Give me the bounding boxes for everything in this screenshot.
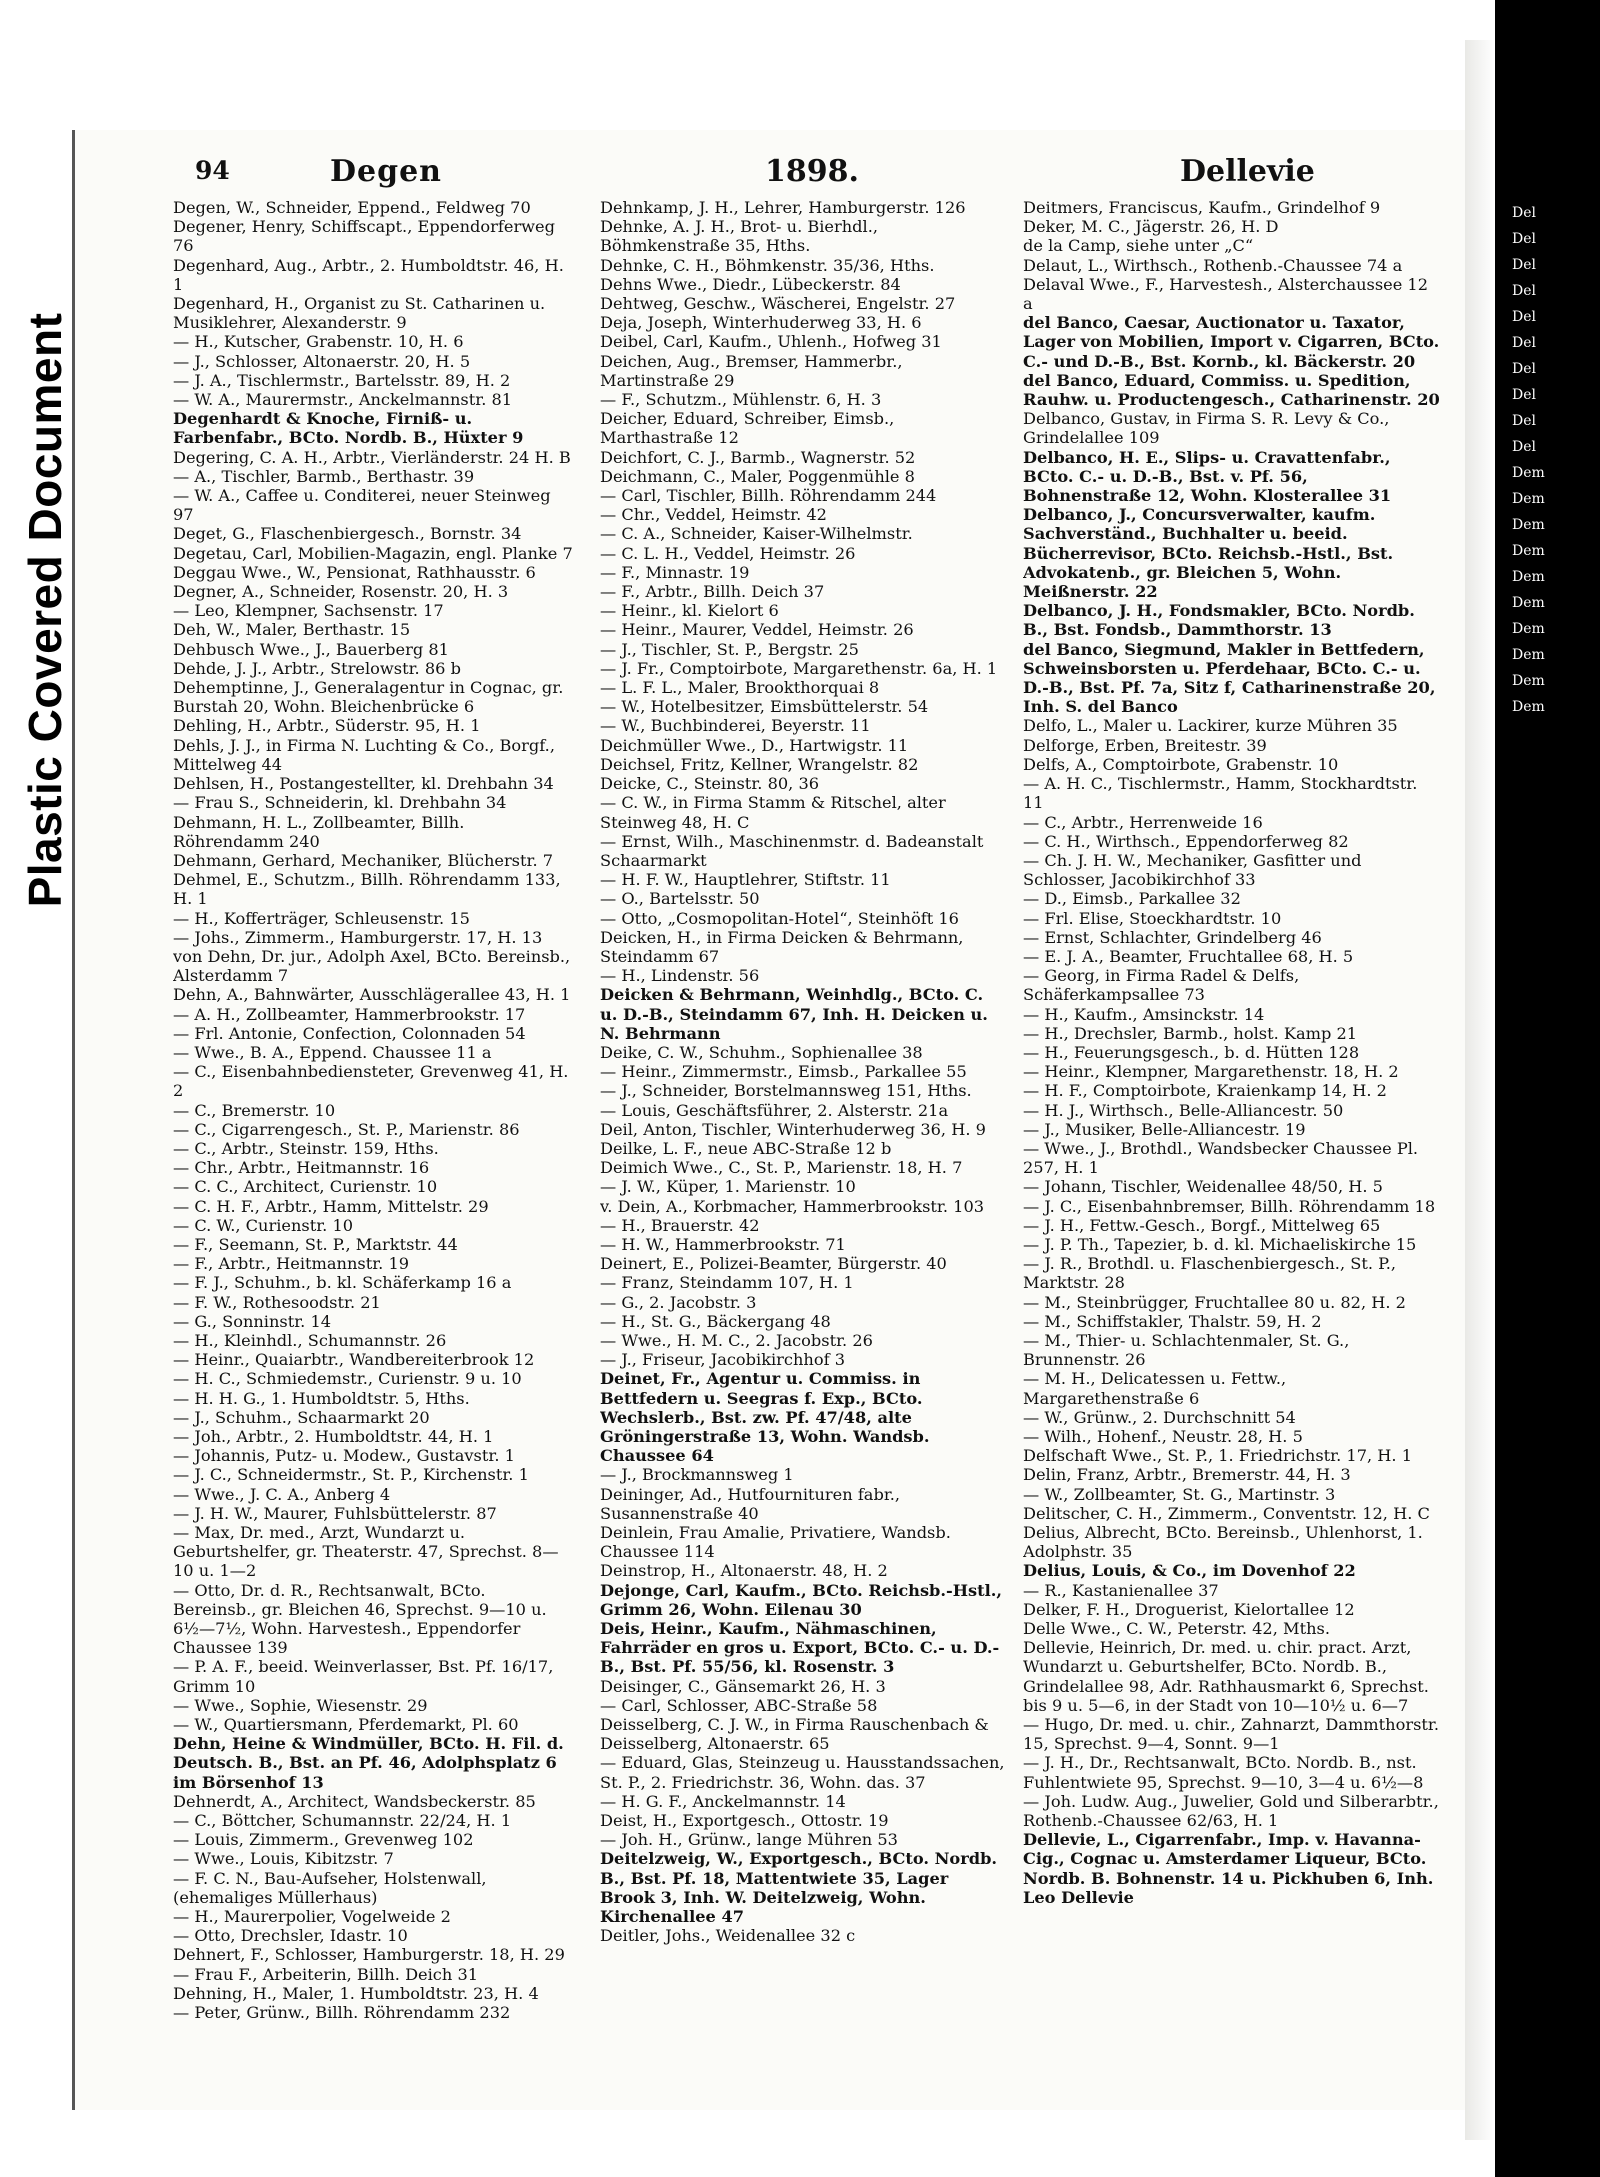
directory-entry: — O., Bartelsstr. 50 bbox=[600, 889, 760, 909]
directory-entry: — Johs., Zimmerm., Hamburgerstr. 17, H. 13 bbox=[173, 927, 543, 947]
directory-entry: — Eduard, Glas, Steinzeug u. Hausstandssachen, St. P., 2. Friedrichstr. 36, Wohn. das. 37 bbox=[600, 1753, 1005, 1792]
directory-entry: — A. H., Zollbeamter, Hammerbrookstr. 17 bbox=[173, 1004, 526, 1024]
directory-entry: Degener, Henry, Schiffscapt., Eppendorferweg 76 bbox=[173, 217, 555, 256]
directory-entry: Deicken & Behrmann, Weinhdlg., BCto. C. u. D.-B., Steindamm 67, Inh. H. Deicken u. N. Behrmann bbox=[600, 985, 988, 1043]
sliver-fragment: Dem bbox=[1512, 673, 1545, 689]
directory-entry: del Banco, Eduard, Commiss. u. Spedition, Rauhw. u. Productengesch., Catharinenstr. 20 bbox=[1023, 370, 1440, 410]
directory-entry: Deinert, E., Polizei-Beamter, Bürgerstr. 40 bbox=[600, 1254, 947, 1274]
directory-entry: — F., Minnastr. 19 bbox=[600, 562, 750, 582]
directory-entry: — Wwe., J., Brothdl., Wandsbecker Chaussee Pl. 257, H. 1 bbox=[1023, 1138, 1419, 1178]
directory-entry: — Joh. H., Grünw., lange Mühren 53 bbox=[600, 1830, 898, 1850]
directory-entry: Deisselberg, C. J. W., in Firma Rauschenbach & Deisselberg, Altonaerstr. 65 bbox=[600, 1715, 989, 1754]
directory-entry: Dehning, H., Maler, 1. Humboldtstr. 23, H. 4 bbox=[173, 1983, 539, 2003]
directory-entry: Delker, F. H., Droguerist, Kielortallee 12 bbox=[1023, 1599, 1355, 1619]
directory-entry: Deh, W., Maler, Berthastr. 15 bbox=[173, 620, 411, 640]
directory-entry: Delle Wwe., C. W., Peterstr. 42, Mths. bbox=[1023, 1619, 1330, 1639]
directory-entry: — C., Arbtr., Herrenweide 16 bbox=[1023, 812, 1263, 832]
directory-entry: — F., Arbtr., Heitmannstr. 19 bbox=[173, 1254, 410, 1274]
directory-entry: Dehde, J. J., Arbtr., Strelowstr. 86 b bbox=[173, 658, 461, 678]
directory-entry: Delforge, Erben, Breitestr. 39 bbox=[1023, 735, 1267, 755]
directory-entry: — Ernst, Wilh., Maschinenmstr. d. Badeanstalt Schaarmarkt bbox=[600, 831, 984, 870]
directory-entry: Delfo, L., Maler u. Lackirer, kurze Mühren 35 bbox=[1023, 716, 1398, 736]
directory-entry: — Frl. Antonie, Confection, Colonnaden 54 bbox=[173, 1023, 526, 1043]
directory-entry: — F. C. N., Bau-Aufseher, Holstenwall, (ehemaliges Müllerhaus) bbox=[173, 1868, 487, 1907]
directory-entry: — F. W., Rothesoodstr. 21 bbox=[173, 1292, 381, 1312]
directory-entry: Deike, C. W., Schuhm., Sophienallee 38 bbox=[600, 1042, 923, 1062]
directory-entry: — H. G. F., Anckelmannstr. 14 bbox=[600, 1791, 846, 1811]
directory-entry: — J. R., Brothdl. u. Flaschenbiergesch., St. P., Marktstr. 28 bbox=[1023, 1254, 1397, 1293]
directory-entry: — H. W., Hammerbrookstr. 71 bbox=[600, 1234, 846, 1254]
directory-entry: — J. H. W., Maurer, Fuhlsbüttelerstr. 87 bbox=[173, 1503, 497, 1523]
directory-entry: — W., Quartiersmann, Pferdemarkt, Pl. 60 bbox=[173, 1715, 519, 1735]
directory-entry: — Heinr., Maurer, Veddel, Heimstr. 26 bbox=[600, 620, 914, 640]
directory-entry: — Johannis, Putz- u. Modew., Gustavstr. 1 bbox=[173, 1446, 515, 1466]
directory-entry: Dehn, Heine & Windmüller, BCto. H. Fil. d. Deutsch. B., Bst. an Pf. 46, Adolphsplatz 6 im Börsenhof 13 bbox=[173, 1734, 564, 1792]
directory-entry: — Ernst, Schlachter, Grindelberg 46 bbox=[1023, 927, 1322, 947]
directory-entry: Deichmüller Wwe., D., Hartwigstr. 11 bbox=[600, 735, 909, 755]
sliver-fragment: Dem bbox=[1512, 621, 1545, 637]
directory-entry: — H., Drechsler, Barmb., holst. Kamp 21 bbox=[1023, 1023, 1358, 1043]
directory-entry: Degenhard, Aug., Arbtr., 2. Humboldtstr. 46, H. 1 bbox=[173, 255, 564, 294]
header-first-entry: Degen bbox=[330, 154, 442, 189]
directory-entry: — C., Arbtr., Steinstr. 159, Hths. bbox=[173, 1138, 439, 1158]
directory-entry: — M., Schiffstakler, Thalstr. 59, H. 2 bbox=[1023, 1311, 1322, 1331]
directory-entry: — J. A., Tischlermstr., Bartelsstr. 89, H. 2 bbox=[173, 370, 511, 390]
directory-entry: — J. P. Th., Tapezier, b. d. kl. Michaeliskirche 15 bbox=[1023, 1234, 1417, 1254]
directory-entry: — A. H. C., Tischlermstr., Hamm, Stockhardtstr. 11 bbox=[1023, 774, 1418, 813]
directory-entry: — Wwe., Sophie, Wiesenstr. 29 bbox=[173, 1695, 428, 1715]
directory-entry: — Ch. J. H. W., Mechaniker, Gasfitter und Schlosser, Jacobikirchhof 33 bbox=[1023, 850, 1362, 890]
directory-entry: — Franz, Steindamm 107, H. 1 bbox=[600, 1273, 854, 1293]
directory-entry: — J., Tischler, St. P., Bergstr. 25 bbox=[600, 639, 859, 659]
directory-entry: — C. L. H., Veddel, Heimstr. 26 bbox=[600, 543, 856, 563]
page-edge-shadow bbox=[1465, 40, 1495, 2140]
directory-entry: — Louis, Zimmerm., Grevenweg 102 bbox=[173, 1830, 474, 1850]
directory-entry: — W. A., Maurermstr., Anckelmannstr. 81 bbox=[173, 390, 513, 410]
directory-entry: Deicken, H., in Firma Deicken & Behrmann, Steindamm 67 bbox=[600, 927, 964, 966]
directory-entry: — H., Brauerstr. 42 bbox=[600, 1215, 760, 1235]
directory-entry: — Frau S., Schneiderin, kl. Drehbahn 34 bbox=[173, 793, 507, 813]
directory-entry: Degenhard, H., Organist zu St. Catharinen u. Musiklehrer, Alexanderstr. 9 bbox=[173, 294, 546, 333]
sliver-fragment: Dem bbox=[1512, 543, 1545, 559]
page-header bbox=[120, 150, 1315, 196]
directory-entry: — J., Friseur, Jacobikirchhof 3 bbox=[600, 1350, 846, 1370]
directory-entry: — F. J., Schuhm., b. kl. Schäferkamp 16 a bbox=[173, 1273, 512, 1293]
directory-entry: Deist, H., Exportgesch., Ottostr. 19 bbox=[600, 1811, 889, 1831]
directory-entry: — W., Hotelbesitzer, Eimsbüttelerstr. 54 bbox=[600, 697, 929, 717]
directory-column-2 bbox=[600, 198, 1005, 2118]
directory-entry: Dejonge, Carl, Kaufm., BCto. Reichsb.-Hstl., Grimm 26, Wohn. Eilenau 30 bbox=[600, 1580, 1003, 1619]
directory-entry: — Heinr., Zimmermstr., Eimsb., Parkallee 55 bbox=[600, 1062, 967, 1082]
directory-entry: Delin, Franz, Arbtr., Bremerstr. 44, H. 3 bbox=[1023, 1465, 1351, 1485]
directory-entry: — Wilh., Hohenf., Neustr. 28, H. 5 bbox=[1023, 1427, 1303, 1446]
directory-entry: Deichmann, C., Maler, Poggenmühle 8 bbox=[600, 466, 915, 486]
directory-entry: — C. H., Wirthsch., Eppendorferweg 82 bbox=[1023, 831, 1349, 851]
directory-entry: Dehlsen, H., Postangestellter, kl. Drehbahn 34 bbox=[173, 774, 554, 794]
directory-entry: — E. J. A., Beamter, Fruchtallee 68, H. 5 bbox=[1023, 946, 1354, 966]
directory-entry: — A., Tischler, Barmb., Berthastr. 39 bbox=[173, 466, 475, 486]
directory-entry: — Heinr., Klempner, Margarethenstr. 18, H. 2 bbox=[1023, 1062, 1399, 1082]
directory-entry: — H., Feuerungsgesch., b. d. Hütten 128 bbox=[1023, 1042, 1360, 1062]
directory-entry: — H., Lindenstr. 56 bbox=[600, 966, 760, 986]
directory-entry: Dehemptinne, J., Generalagentur in Cognac, gr. Burstah 20, Wohn. Bleichenbrücke 6 bbox=[173, 678, 564, 717]
sliver-fragment: Del bbox=[1512, 205, 1536, 221]
directory-entry: — J. H., Fettw.-Gesch., Borgf., Mittelweg 65 bbox=[1023, 1215, 1381, 1235]
directory-entry: Dehbusch Wwe., J., Bauerberg 81 bbox=[173, 639, 449, 659]
directory-entry: Deinlein, Frau Amalie, Privatiere, Wandsb. Chaussee 114 bbox=[600, 1523, 951, 1562]
directory-entry: Deinet, Fr., Agentur u. Commiss. in Bettfedern u. Seegras f. Exp., BCto. Wechslerb., Bst. zw. Pf. 47/48, alte Gröningerstraße 13, Wohn. Wandsb. Chaussee 64 bbox=[600, 1369, 930, 1466]
directory-entry: — H., Kleinhdl., Schumannstr. 26 bbox=[173, 1330, 447, 1350]
directory-entry: — Max, Dr. med., Arzt, Wundarzt u. Geburtshelfer, gr. Theaterstr. 47, Sprechst. 8—10 u. 1—2 bbox=[173, 1523, 559, 1581]
directory-entry: — H. C., Schmiedemstr., Curienstr. 9 u. 10 bbox=[173, 1369, 522, 1389]
directory-entry: Dehtweg, Geschw., Wäscherei, Engelstr. 27 bbox=[600, 294, 956, 314]
directory-entry: Degner, A., Schneider, Rosenstr. 20, H. 3 bbox=[173, 582, 509, 602]
directory-entry: — M. H., Delicatessen u. Fettw., Margarethenstraße 6 bbox=[1023, 1369, 1287, 1408]
directory-entry: — H. H. G., 1. Humboldtstr. 5, Hths. bbox=[173, 1388, 470, 1408]
directory-entry: — Hugo, Dr. med. u. chir., Zahnarzt, Dammthorstr. 15, Sprechst. 9—4, Sonnt. 9—1 bbox=[1023, 1715, 1439, 1754]
directory-entry: Degenhardt & Knoche, Firniß- u. Farbenfabr., BCto. Nordb. B., Hüxter 9 bbox=[173, 409, 524, 448]
directory-entry: Delbanco, J. H., Fondsmakler, BCto. Nordb. B., Bst. Fondsb., Dammthorstr. 13 bbox=[1023, 601, 1415, 640]
directory-entry: Deis, Heinr., Kaufm., Nähmaschinen, Fahrräder en gros u. Export, BCto. C.- u. D.-B., Bst. Pf. 55/56, kl. Rosenstr. 3 bbox=[600, 1619, 1000, 1677]
directory-entry: — Carl, Schlosser, ABC-Straße 58 bbox=[600, 1695, 878, 1715]
directory-entry: Dehmann, H. L., Zollbeamter, Billh. Röhrendamm 240 bbox=[173, 812, 465, 851]
sliver-fragment: Del bbox=[1512, 439, 1536, 455]
directory-entry: — H., Kutscher, Grabenstr. 10, H. 6 bbox=[173, 332, 464, 352]
directory-entry: — Joh., Arbtr., 2. Humboldtstr. 44, H. 1 bbox=[173, 1427, 494, 1446]
directory-entry: — W., Buchbinderei, Beyerstr. 11 bbox=[600, 716, 871, 736]
directory-entry: — Georg, in Firma Radel & Delfs, Schäferkampsallee 73 bbox=[1023, 966, 1300, 1005]
directory-entry: Delbanco, H. E., Slips- u. Cravattenfabr., BCto. C.- u. D.-B., Bst. v. Pf. 56, Bohnenstraße 12, Wohn. Klosterallee 31 bbox=[1023, 447, 1392, 506]
directory-entry: Dehnerdt, A., Architect, Wandsbeckerstr. 85 bbox=[173, 1791, 536, 1811]
directory-entry: Delfschaft Wwe., St. P., 1. Friedrichstr. 17, H. 1 bbox=[1023, 1446, 1413, 1466]
directory-entry: — H. F. W., Hauptlehrer, Stiftstr. 11 bbox=[600, 870, 891, 890]
directory-entry: — Chr., Arbtr., Heitmannstr. 16 bbox=[173, 1158, 430, 1178]
directory-entry: — Wwe., J. C. A., Anberg 4 bbox=[173, 1484, 391, 1504]
directory-entry: Delaut, L., Wirthsch., Rothenb.-Chaussee 74 a bbox=[1023, 255, 1403, 275]
directory-entry: — J., Schneider, Borstelmannsweg 151, Hths. bbox=[600, 1081, 972, 1101]
directory-entry: Deggau Wwe., W., Pensionat, Rathhausstr. 6 bbox=[173, 562, 536, 582]
directory-entry: — P. A. F., beeid. Weinverlasser, Bst. Pf. 16/17, Grimm 10 bbox=[173, 1657, 554, 1696]
sliver-fragment: Del bbox=[1512, 387, 1536, 403]
directory-entry: — F., Arbtr., Billh. Deich 37 bbox=[600, 582, 825, 602]
directory-entry: — C. C., Architect, Curienstr. 10 bbox=[173, 1177, 438, 1197]
directory-entry: — J., Schlosser, Altonaerstr. 20, H. 5 bbox=[173, 351, 471, 371]
sliver-fragment: Dem bbox=[1512, 569, 1545, 585]
directory-entry: Deja, Joseph, Winterhuderweg 33, H. 6 bbox=[600, 313, 922, 333]
directory-entry: — C. H. F., Arbtr., Hamm, Mittelstr. 29 bbox=[173, 1196, 489, 1216]
sliver-fragment: Dem bbox=[1512, 595, 1545, 611]
sliver-fragment: Dem bbox=[1512, 699, 1545, 715]
directory-entry: Deichen, Aug., Bremser, Hammerbr., Martinstraße 29 bbox=[600, 351, 903, 390]
directory-entry: Delfs, A., Comptoirbote, Grabenstr. 10 bbox=[1023, 754, 1339, 774]
sliver-fragment: Del bbox=[1512, 335, 1536, 351]
sliver-fragment: Del bbox=[1512, 231, 1536, 247]
directory-entry: Deicke, C., Steinstr. 80, 36 bbox=[600, 774, 820, 794]
directory-entry: — J. W., Küper, 1. Marienstr. 10 bbox=[600, 1177, 856, 1197]
directory-entry: Dehls, J. J., in Firma N. Luchting & Co., Borgf., Mittelweg 44 bbox=[173, 735, 555, 774]
directory-entry: — Louis, Geschäftsführer, 2. Alsterstr. 21a bbox=[600, 1100, 949, 1120]
directory-entry: — J. C., Schneidermstr., St. P., Kirchenstr. 1 bbox=[173, 1465, 529, 1485]
header-last-entry: Dellevie bbox=[1180, 154, 1315, 189]
directory-entry: v. Dein, A., Korbmacher, Hammerbrookstr. 103 bbox=[600, 1196, 985, 1216]
sliver-fragment: Del bbox=[1512, 413, 1536, 429]
directory-entry: Dehnkamp, J. H., Lehrer, Hamburgerstr. 126 bbox=[600, 198, 966, 217]
directory-entry: — H. J., Wirthsch., Belle-Alliancestr. 50 bbox=[1023, 1100, 1344, 1120]
directory-entry: — R., Kastanienallee 37 bbox=[1023, 1580, 1219, 1600]
directory-entry: — L. F. L., Maler, Brookthorquai 8 bbox=[600, 678, 880, 698]
directory-entry: — J., Musiker, Belle-Alliancestr. 19 bbox=[1023, 1119, 1306, 1139]
directory-entry: — Otto, Drechsler, Idastr. 10 bbox=[173, 1926, 408, 1946]
directory-entry: — Frau F., Arbeiterin, Billh. Deich 31 bbox=[173, 1964, 479, 1984]
next-page-sliver bbox=[1512, 200, 1582, 2080]
directory-column-3 bbox=[1023, 198, 1441, 2118]
directory-entry: — C. A., Schneider, Kaiser-Wilhelmstr. bbox=[600, 524, 913, 544]
sliver-fragment: Dem bbox=[1512, 465, 1545, 481]
directory-entry: — Wwe., B. A., Eppend. Chaussee 11 a bbox=[173, 1042, 492, 1062]
directory-entry: — H., Maurerpolier, Vogelweide 2 bbox=[173, 1907, 451, 1927]
directory-entry: — H., Kofferträger, Schleusenstr. 15 bbox=[173, 908, 470, 928]
directory-entry: — M., Steinbrügger, Fruchtallee 80 u. 82, H. 2 bbox=[1023, 1292, 1406, 1312]
directory-column-1 bbox=[173, 198, 573, 2118]
directory-entry: — G., 2. Jacobstr. 3 bbox=[600, 1292, 757, 1312]
directory-entry: Dehnke, A. J. H., Brot- u. Bierhdl., Böhmkenstraße 35, Hths. bbox=[600, 217, 879, 256]
directory-entry: — J., Schuhm., Schaarmarkt 20 bbox=[173, 1407, 430, 1427]
sliver-fragment: Dem bbox=[1512, 517, 1545, 533]
directory-entry: Deininger, Ad., Hutfournituren fabr., Susannenstraße 40 bbox=[600, 1484, 901, 1523]
page-number: 94 bbox=[195, 156, 230, 185]
header-year: 1898. bbox=[765, 154, 859, 189]
directory-entry: — F., Schutzm., Mühlenstr. 6, H. 3 bbox=[600, 390, 882, 410]
directory-entry: Deitler, Johs., Weidenallee 32 c bbox=[600, 1926, 856, 1946]
directory-entry: Delius, Albrecht, BCto. Bereinsb., Uhlenhorst, 1. Adolphstr. 35 bbox=[1023, 1523, 1423, 1562]
sliver-fragment: Dem bbox=[1512, 647, 1545, 663]
directory-entry: Deitmers, Franciscus, Kaufm., Grindelhof 9 bbox=[1023, 198, 1381, 217]
directory-entry: Deil, Anton, Tischler, Winterhuderweg 36, H. 9 bbox=[600, 1119, 986, 1139]
directory-entry: Dehmann, Gerhard, Mechaniker, Blücherstr. 7 bbox=[173, 850, 554, 870]
directory-entry: Deimich Wwe., C., St. P., Marienstr. 18, H. 7 bbox=[600, 1158, 963, 1178]
directory-entry: Degering, C. A. H., Arbtr., Vierländerstr. 24 H. B bbox=[173, 447, 571, 467]
directory-entry: — Heinr., Quaiarbtr., Wandbereiterbrook 12 bbox=[173, 1350, 535, 1370]
directory-entry: — D., Eimsb., Parkallee 32 bbox=[1023, 889, 1241, 909]
directory-entry: Deinstrop, H., Altonaerstr. 48, H. 2 bbox=[600, 1561, 888, 1581]
directory-entry: — H. F., Comptoirbote, Kraienkamp 14, H. 2 bbox=[1023, 1081, 1387, 1101]
directory-entry: Deibel, Carl, Kaufm., Uhlenh., Hofweg 31 bbox=[600, 332, 942, 352]
stamp-text: Plastic Covered Document bbox=[19, 312, 71, 908]
sliver-fragment: Dem bbox=[1512, 491, 1545, 507]
directory-entry: — M., Thier- u. Schlachtenmaler, St. G., Brunnenstr. 26 bbox=[1023, 1330, 1350, 1370]
directory-entry: Deitelzweig, W., Exportgesch., BCto. Nordb. B., Bst. Pf. 18, Mattentwiete 35, Lager Brook 3, Inh. W. Deitelzweig, Wohn. Kirchenallee 47 bbox=[600, 1849, 998, 1927]
directory-entry: — W., Zollbeamter, St. G., Martinstr. 3 bbox=[1023, 1484, 1336, 1504]
directory-entry: — Joh. Ludw. Aug., Juwelier, Gold und Silberarbtr., Rothenb.-Chaussee 62/63, H. 1 bbox=[1023, 1791, 1439, 1831]
sliver-fragment: Del bbox=[1512, 361, 1536, 377]
directory-entry: Dehling, H., Arbtr., Süderstr. 95, H. 1 bbox=[173, 716, 481, 736]
directory-entry: Dellevie, L., Cigarrenfabr., Imp. v. Havanna-Cig., Cognac u. Amsterdamer Liqueur, BCto. Nordb. B. Bohnenstr. 14 u. Pickhuben 6, Inh. Leo Dellevie bbox=[1023, 1830, 1434, 1907]
directory-entry: — C., Eisenbahnbediensteter, Grevenweg 41, H. 2 bbox=[173, 1062, 569, 1101]
directory-entry: Deichfort, C. J., Barmb., Wagnerstr. 52 bbox=[600, 447, 916, 467]
directory-entry: — Carl, Tischler, Billh. Röhrendamm 244 bbox=[600, 486, 937, 506]
directory-entry: — Johann, Tischler, Weidenallee 48/50, H. 5 bbox=[1023, 1177, 1383, 1197]
sliver-fragment: Del bbox=[1512, 257, 1536, 273]
directory-entry: — C., Bremerstr. 10 bbox=[173, 1100, 336, 1120]
directory-entry: Deker, M. C., Jägerstr. 26, H. D bbox=[1023, 217, 1279, 237]
directory-entry: Delbanco, J., Concursverwalter, kaufm. Sachverständ., Buchhalter u. beeid. Bücherrevisor, BCto. Reichsb.-Hstl., Bst. Advokatenb., gr. Bleichen 5, Wohn. Meißnerstr. 22 bbox=[1023, 505, 1394, 602]
directory-entry: Deicher, Eduard, Schreiber, Eimsb., Marthastraße 12 bbox=[600, 409, 895, 448]
directory-entry: — Peter, Grünw., Billh. Röhrendamm 232 bbox=[173, 2003, 511, 2023]
directory-entry: — Heinr., kl. Kielort 6 bbox=[600, 601, 779, 621]
directory-entry: Delitscher, C. H., Zimmerm., Conventstr. 12, H. C bbox=[1023, 1503, 1430, 1523]
directory-entry: — C., Böttcher, Schumannstr. 22/24, H. 1 bbox=[173, 1811, 512, 1831]
directory-entry: — Frl. Elise, Stoeckhardtstr. 10 bbox=[1023, 908, 1282, 928]
directory-entry: — C. W., Curienstr. 10 bbox=[173, 1215, 354, 1235]
directory-entry: — H., St. G., Bäckergang 48 bbox=[600, 1311, 831, 1331]
directory-entry: von Dehn, Dr. jur., Adolph Axel, BCto. Bereinsb., Alsterdamm 7 bbox=[173, 946, 571, 986]
sliver-fragment: Del bbox=[1512, 283, 1536, 299]
directory-entry: Dehn, A., Bahnwärter, Ausschlägerallee 43, H. 1 bbox=[173, 985, 571, 1005]
directory-entry: — J., Brockmannsweg 1 bbox=[600, 1465, 794, 1485]
directory-entry: Degen, W., Schneider, Eppend., Feldweg 70 bbox=[173, 198, 531, 217]
directory-entry: — Otto, „Cosmopolitan-Hotel“, Steinhöft 16 bbox=[600, 908, 959, 928]
directory-entry: del Banco, Caesar, Auctionator u. Taxator, Lager von Mobilien, Import v. Cigarren, BCto. C.- und D.-B., Bst. Kornb., kl. Bäckerstr. 20 bbox=[1023, 313, 1440, 371]
directory-entry: Dehnert, F., Schlosser, Hamburgerstr. 18, H. 29 bbox=[173, 1945, 565, 1965]
directory-entry: — J. Fr., Comptoirbote, Margarethenstr. 6a, H. 1 bbox=[600, 658, 998, 678]
directory-entry: Degetau, Carl, Mobilien-Magazin, engl. Planke 7 bbox=[173, 543, 573, 563]
directory-entry: — Wwe., Louis, Kibitzstr. 7 bbox=[173, 1849, 394, 1869]
directory-entry: Deichsel, Fritz, Kellner, Wrangelstr. 82 bbox=[600, 754, 919, 774]
directory-entry: Dehnke, C. H., Böhmkenstr. 35/36, Hths. bbox=[600, 255, 935, 275]
directory-entry: Deget, G., Flaschenbiergesch., Bornstr. 34 bbox=[173, 524, 522, 544]
directory-entry: — G., Sonninstr. 14 bbox=[173, 1311, 332, 1331]
directory-entry: — Otto, Dr. d. R., Rechtsanwalt, BCto. Bereinsb., gr. Bleichen 46, Sprechst. 9—10 u. 6½—7½, Wohn. Harvestesh., Eppendorfer Chaussee 139 bbox=[173, 1580, 547, 1658]
directory-entry: — W., Grünw., 2. Durchschnitt 54 bbox=[1023, 1407, 1296, 1427]
directory-entry: — H., Kaufm., Amsinckstr. 14 bbox=[1023, 1004, 1265, 1024]
directory-entry: Delbanco, Gustav, in Firma S. R. Levy & Co., Grindelallee 109 bbox=[1023, 409, 1390, 448]
directory-entry: — F., Seemann, St. P., Marktstr. 44 bbox=[173, 1234, 458, 1254]
directory-entry: Delaval Wwe., F., Harvestesh., Alsterchaussee 12 a bbox=[1023, 274, 1429, 314]
directory-entry: Deilke, L. F., neue ABC-Straße 12 b bbox=[600, 1138, 892, 1158]
directory-entry: Dellevie, Heinrich, Dr. med. u. chir. pract. Arzt, Wundarzt u. Geburtshelfer, BCto. Nordb. B., Grindelallee 98, Adr. Rathhausmarkt 6, Sprechst. bis 9 u. 5—6, in der Stadt von 10—10½ u. 6—7 bbox=[1023, 1638, 1429, 1715]
directory-entry: de la Camp, siehe unter „C“ bbox=[1023, 236, 1254, 256]
directory-entry: Dehmel, E., Schutzm., Billh. Röhrendamm 133, H. 1 bbox=[173, 870, 561, 909]
directory-entry: del Banco, Siegmund, Makler in Bettfedern, Schweinsborsten u. Pferdehaar, BCto. C.- u. D.-B., Bst. Pf. 7a, Sitz f, Catharinenstraße 20, Inh. S. del Banco bbox=[1023, 639, 1436, 717]
directory-entry: — J. C., Eisenbahnbremser, Billh. Röhrendamm 18 bbox=[1023, 1196, 1436, 1216]
directory-entry: — C. W., in Firma Stamm & Ritschel, alter Steinweg 48, H. C bbox=[600, 793, 946, 832]
directory-entry: Dehns Wwe., Diedr., Lübeckerstr. 84 bbox=[600, 274, 901, 294]
sliver-fragment: Del bbox=[1512, 309, 1536, 325]
directory-entry: — Leo, Klempner, Sachsenstr. 17 bbox=[173, 601, 444, 621]
directory-entry: — Chr., Veddel, Heimstr. 42 bbox=[600, 505, 827, 525]
directory-entry: — C., Cigarrengesch., St. P., Marienstr. 86 bbox=[173, 1119, 520, 1139]
directory-entry: Delius, Louis, & Co., im Dovenhof 22 bbox=[1023, 1561, 1356, 1581]
directory-entry: — W. A., Caffee u. Conditerei, neuer Steinweg 97 bbox=[173, 486, 551, 525]
directory-entry: — Wwe., H. M. C., 2. Jacobstr. 26 bbox=[600, 1330, 873, 1350]
directory-entry: Deisinger, C., Gänsemarkt 26, H. 3 bbox=[600, 1676, 886, 1696]
directory-entry: — J. H., Dr., Rechtsanwalt, BCto. Nordb. B., nst. Fuhlentwiete 95, Sprechst. 9—10, 3—4 u. 6½—8 bbox=[1023, 1753, 1424, 1792]
